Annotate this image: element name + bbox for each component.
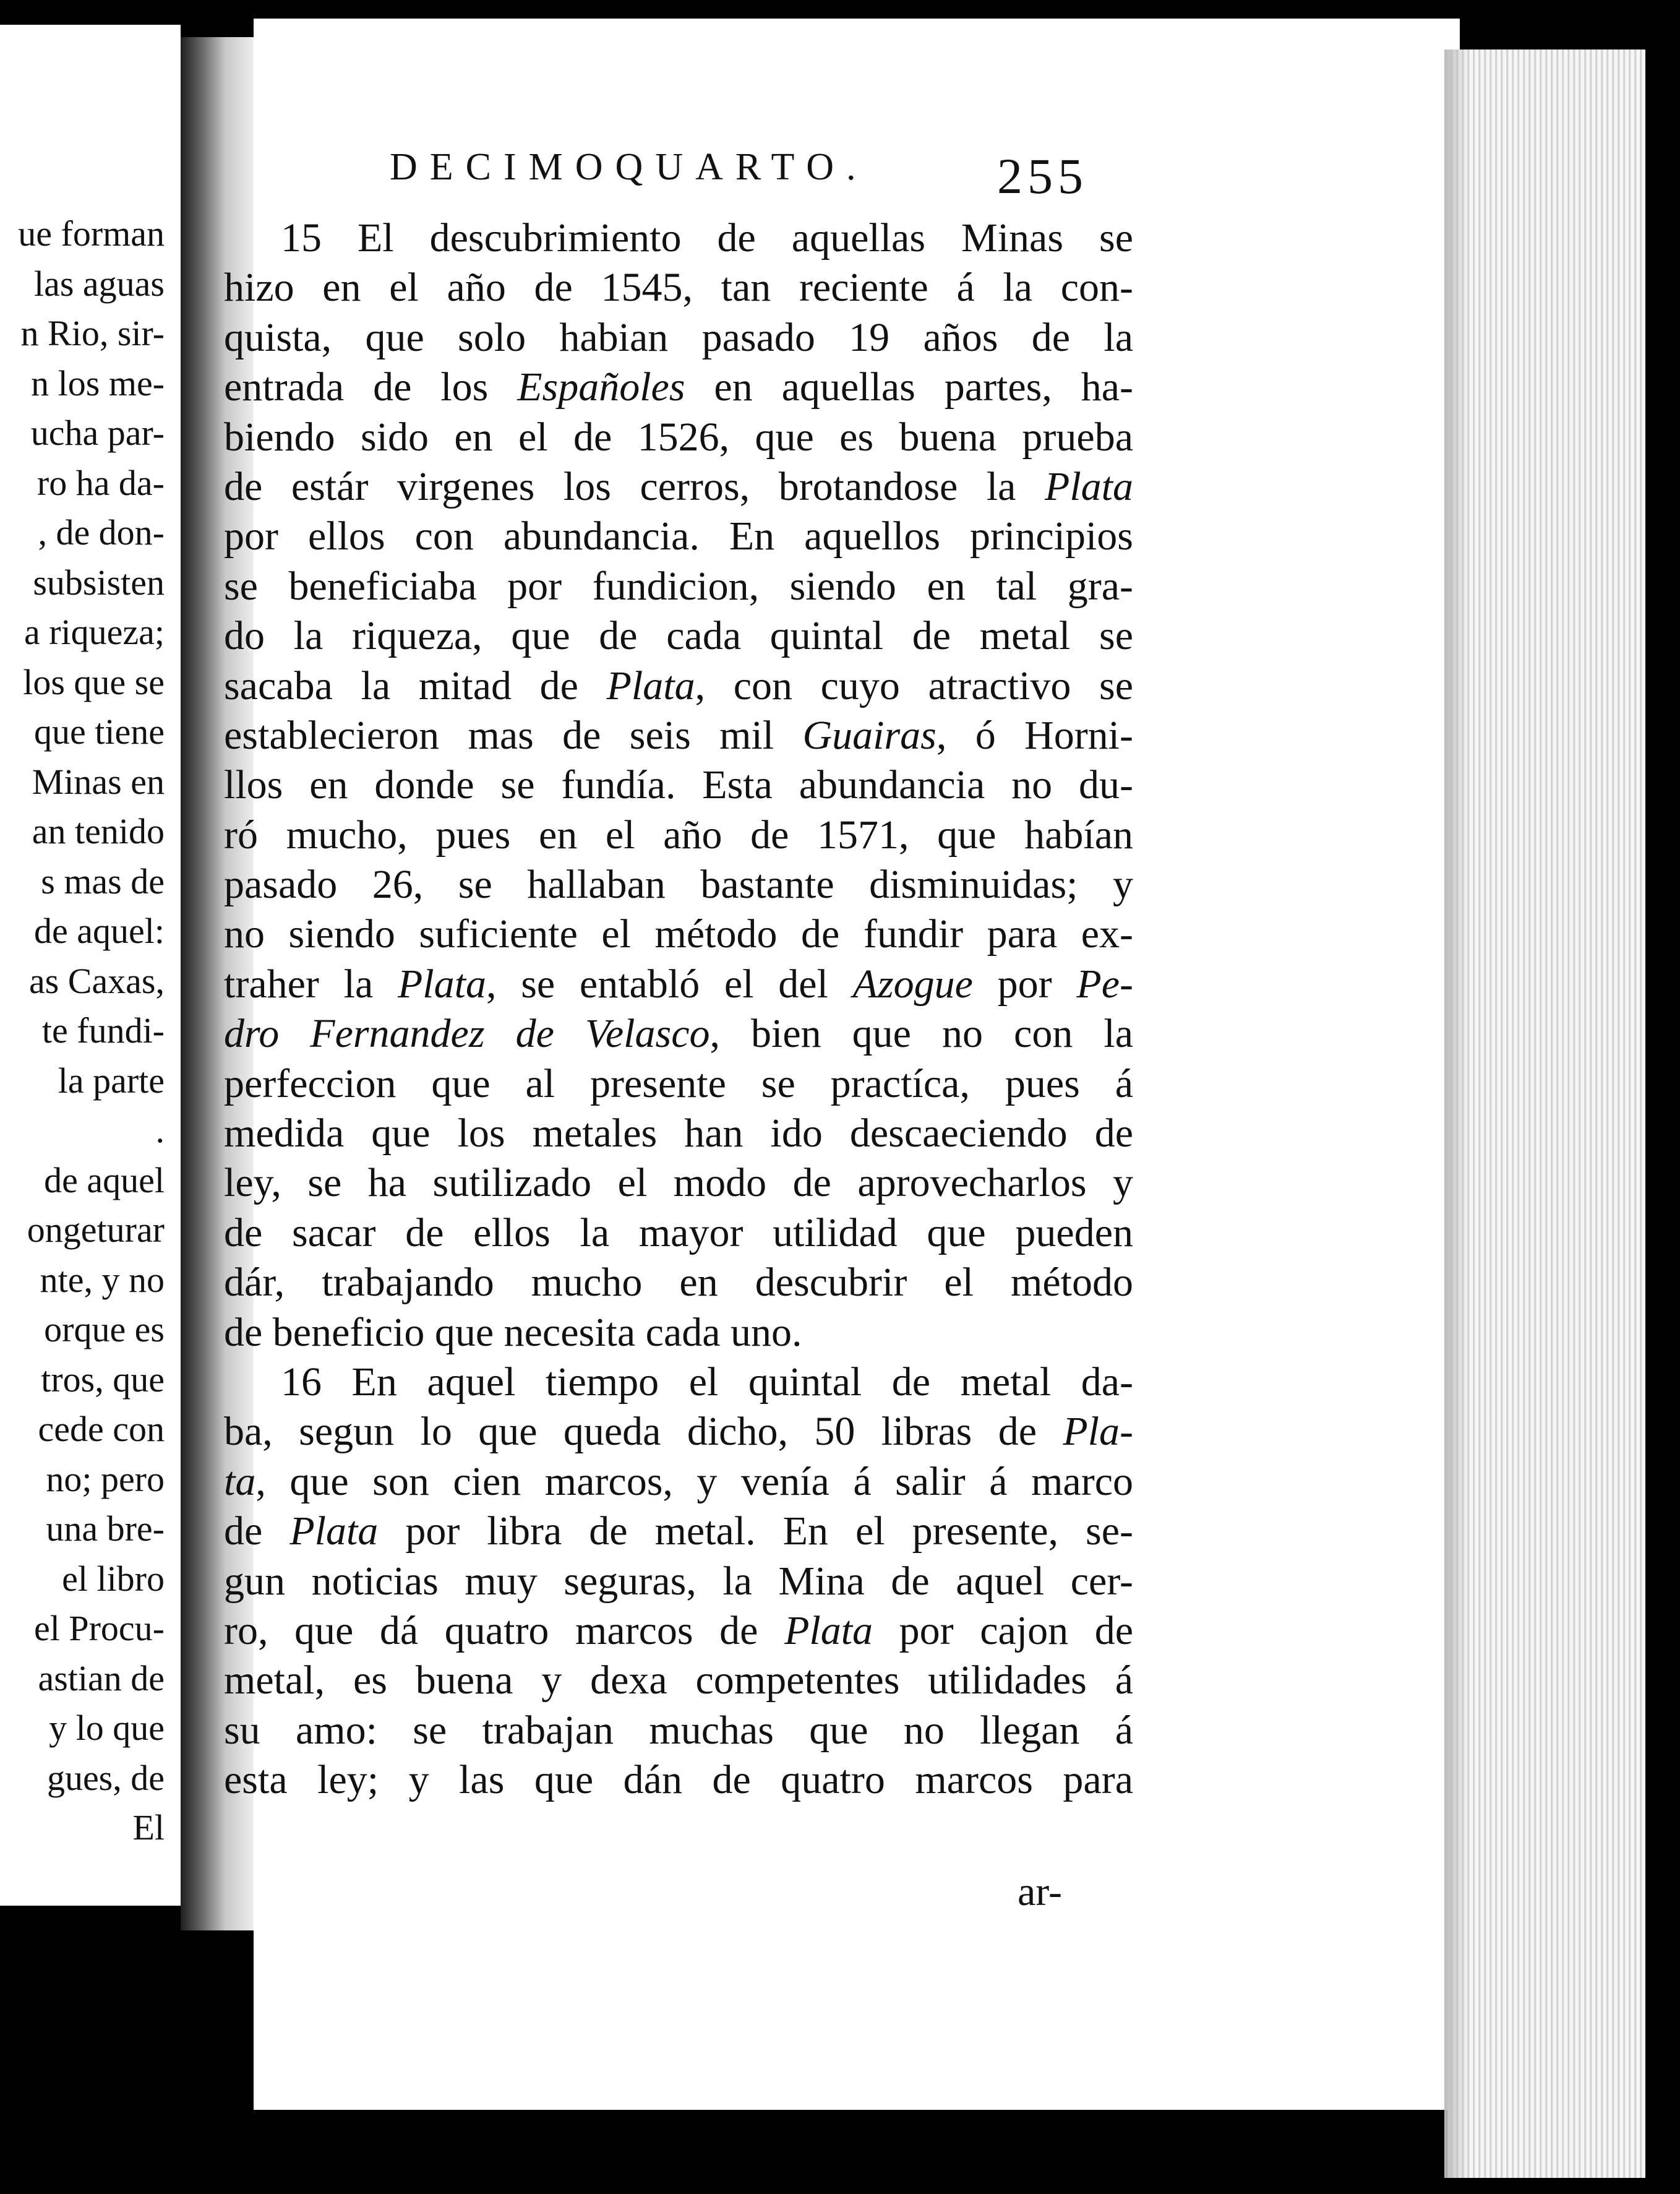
italic-span: Azogue (852, 961, 973, 1007)
text-line: ró mucho, pues en el año de 1571, que habían (224, 812, 1133, 858)
text-line: 15 El descubrimiento de aquellas Minas se (281, 215, 1133, 260)
body-text (224, 213, 1133, 1805)
text-line (224, 1009, 1133, 1059)
left-page-line: de aquel: (34, 911, 165, 951)
text-span: de estár virgenes los cerros, brotandose la (224, 463, 1045, 509)
left-page-line: ucha par- (30, 413, 165, 453)
text-line: quista, que solo habian pasado 19 años de la (224, 314, 1133, 360)
left-page-line: los que se (23, 661, 165, 702)
left-page-line: el Procu- (34, 1608, 165, 1648)
left-page-line: a riqueza; (24, 612, 165, 652)
italic-span: Españoles (517, 364, 685, 410)
italic-span: Plata (289, 1508, 379, 1554)
text-line: 16 En aquel tiempo el quintal de metal da- (281, 1359, 1133, 1405)
text-span: por (972, 961, 1077, 1007)
left-page-line: orque es (44, 1309, 165, 1349)
italic-span: Pla- (1063, 1409, 1133, 1455)
italic-span: ta (224, 1458, 256, 1504)
text-line: metal, es buena y dexa competentes utilidades á (224, 1658, 1133, 1703)
page-number: 255 (997, 148, 1088, 204)
catchword: ar- (1018, 1869, 1062, 1914)
left-page-line: cede con (38, 1409, 165, 1449)
text-line: hizo en el año de 1545, tan reciente á la con- (224, 265, 1133, 311)
text-line: se beneficiaba por fundicion, siendo en tal gra- (224, 563, 1133, 609)
italic-span: Plata (784, 1607, 873, 1653)
text-line (224, 711, 1133, 760)
text-line: ley, se ha sutilizado el modo de aprovecharlos y (224, 1160, 1133, 1206)
text-line: su amo: se trabajan muchas que no llegan á (224, 1707, 1133, 1753)
left-page-line: as Caxas, (28, 960, 165, 1001)
left-page-line: n los me- (31, 363, 165, 403)
text-line: de sacar de ellos la mayor utilidad que pueden (224, 1210, 1133, 1255)
text-line (224, 1457, 1133, 1507)
text-span: , bien que no con la (709, 1011, 1133, 1057)
text-span: establecieron mas de seis mil (224, 712, 803, 758)
text-line (224, 1407, 1133, 1456)
text-line (224, 960, 1133, 1009)
italic-span: dro Fernandez de Velasco (224, 1011, 710, 1057)
text-line (224, 1606, 1133, 1656)
left-page-line: de aquel (44, 1159, 165, 1200)
text-line: pasado 26, se hallaban bastante disminuidas; y (224, 862, 1133, 908)
text-span: , con cuyo atractivo se (695, 663, 1133, 708)
left-page-line: , de don- (38, 512, 165, 553)
text-span: , que son cien marcos, y venía á salir á marco (255, 1458, 1133, 1504)
page-edge-shadow (1444, 49, 1469, 2178)
left-page (0, 25, 181, 1906)
left-page-line: la parte (58, 1060, 165, 1101)
text-span: por cajon de (873, 1607, 1134, 1653)
text-line (224, 1507, 1133, 1556)
left-page-line: no; pero (46, 1458, 165, 1499)
left-page-line: n Rio, sir- (20, 313, 165, 353)
text-span: entrada de los (224, 364, 518, 410)
text-span: ro, que dá quatro marcos de (224, 1607, 785, 1653)
left-page-line: te fundi- (41, 1010, 165, 1051)
italic-span: Pe- (1076, 961, 1133, 1007)
text-line: llos en donde se fundía. Esta abundancia no du- (224, 762, 1133, 808)
italic-span: Plata (1045, 463, 1133, 509)
text-line: medida que los metales han ido descaeciendo de (224, 1111, 1133, 1156)
text-line: perfeccion que al presente se practíca, pues á (224, 1060, 1133, 1106)
left-page-line: las aguas (34, 263, 165, 304)
left-page-line: ro ha da- (36, 462, 165, 503)
text-line (224, 661, 1133, 711)
text-span: ba, segun lo que queda dicho, 50 libras de (224, 1409, 1063, 1455)
text-span: , se entabló el del (486, 961, 853, 1007)
text-span: , ó Horni- (936, 712, 1133, 758)
left-page-line: Minas en (32, 761, 165, 802)
text-line (224, 363, 1133, 412)
italic-span: Plata (397, 961, 486, 1007)
italic-span: Guairas (802, 712, 936, 758)
text-line: biendo sido en el de 1526, que es buena prueba (224, 414, 1133, 460)
left-page-line: una bre- (46, 1508, 165, 1549)
text-line: por ellos con abundancia. En aquellos principios (224, 514, 1133, 559)
page-edges (1447, 49, 1645, 2178)
text-span: traher la (224, 961, 398, 1007)
text-line: dár, trabajando mucho en descubrir el método (224, 1260, 1133, 1306)
text-span: por libra de metal. En el presente, se- (378, 1508, 1133, 1554)
left-page-line: ue forman (18, 213, 165, 254)
text-line (224, 462, 1133, 512)
text-span: en aquellas partes, ha- (685, 364, 1133, 410)
text-line: no siendo suficiente el método de fundir para ex- (224, 911, 1133, 957)
left-page-text (18, 209, 165, 1853)
left-page-line: tros, que (41, 1359, 165, 1400)
left-page-line: nte, y no (40, 1259, 165, 1300)
left-page-line: que tiene (34, 712, 165, 752)
left-page-line: s mas de (41, 861, 165, 901)
text-span: de (224, 1508, 290, 1554)
left-page-line: astian de (38, 1658, 165, 1698)
text-line: gun noticias muy seguras, la Mina de aquel cer- (224, 1558, 1133, 1604)
running-head: DECIMOQUARTO. (390, 146, 868, 188)
text-line: do la riqueza, que de cada quintal de metal se (224, 613, 1133, 659)
left-page-line: El (132, 1807, 165, 1848)
italic-span: Plata (606, 663, 695, 708)
left-page-line: subsisten (33, 562, 165, 603)
left-page-line: gues, de (46, 1757, 165, 1798)
left-page-line: an tenido (32, 811, 165, 851)
text-line: esta ley; y las que dán de quatro marcos para (224, 1757, 1133, 1803)
left-page-line: y lo que (49, 1708, 165, 1748)
text-span: sacaba la mitad de (224, 663, 607, 708)
text-line: de beneficio que necesita cada uno. (224, 1309, 802, 1355)
left-page-line: ongeturar (27, 1210, 165, 1250)
left-page-line: . (155, 1110, 165, 1150)
left-page-line: el libro (62, 1558, 165, 1599)
